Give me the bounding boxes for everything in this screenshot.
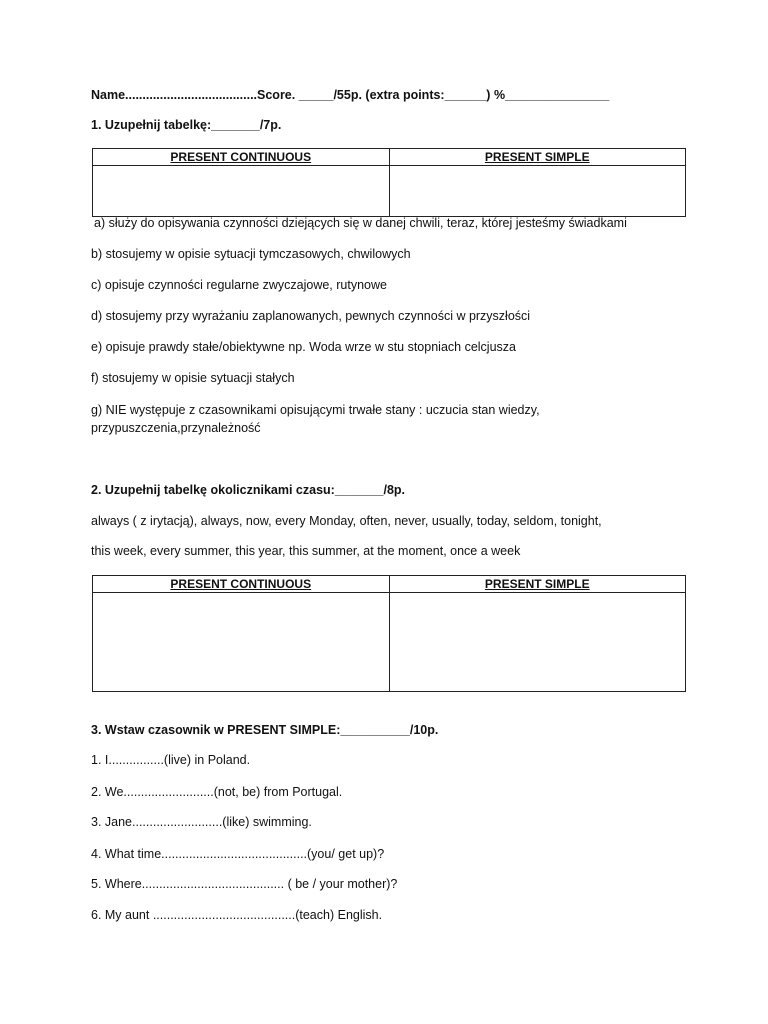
- section1-item-a: a) służy do opisywania czynności dziejących się w danej chwili, teraz, której jesteśmy świadkami: [94, 216, 627, 230]
- section1-header-continuous: PRESENT CONTINUOUS: [93, 149, 390, 166]
- section1-cell-continuous[interactable]: [93, 166, 390, 217]
- section2-cell-simple[interactable]: [389, 593, 686, 692]
- section3-item-5: 5. Where......................................... ( be / your mother)?: [91, 877, 398, 891]
- section1-header-simple: PRESENT SIMPLE: [389, 149, 686, 166]
- section1-table: [92, 148, 686, 217]
- section3-item-6: 6. My aunt .........................................(teach) English.: [91, 908, 383, 922]
- section1-item-c: c) opisuje czynności regularne zwyczajowe, rutynowe: [91, 278, 387, 292]
- header-line: Name......................................Score. _____/55p. (extra points:______) %_______________: [91, 88, 610, 102]
- section2-header-simple: PRESENT SIMPLE: [389, 576, 686, 593]
- section1-item-e: e) opisuje prawdy stałe/obiektywne np. Woda wrze w stu stopniach celcjusza: [91, 340, 516, 354]
- section3-title: 3. Wstaw czasownik w PRESENT SIMPLE:__________/10p.: [91, 723, 439, 737]
- section1-cell-simple[interactable]: [389, 166, 686, 217]
- section2-cell-continuous[interactable]: [93, 593, 390, 692]
- section2-words-line1: always ( z irytacją), always, now, every Monday, often, never, usually, today, seldom, tonight,: [91, 514, 602, 528]
- section3-item-3: 3. Jane..........................(like) swimming.: [91, 815, 312, 829]
- section1-item-b: b) stosujemy w opisie sytuacji tymczasowych, chwilowych: [91, 247, 411, 261]
- section2-words-line2: this week, every summer, this year, this summer, at the moment, once a week: [91, 544, 521, 558]
- section2-table: [92, 575, 686, 692]
- section2-header-continuous: PRESENT CONTINUOUS: [93, 576, 390, 593]
- section1-item-f: f) stosujemy w opisie sytuacji stałych: [91, 371, 295, 385]
- section1-item-d: d) stosujemy przy wyrażaniu zaplanowanych, pewnych czynności w przyszłości: [91, 309, 531, 323]
- section1-item-g: g) NIE występuje z czasownikami opisującymi trwałe stany : uczucia stan wiedzy, przypuszczenia,przynależność: [91, 403, 540, 435]
- section2-title: 2. Uzupełnij tabelkę okolicznikami czasu:_______/8p.: [91, 483, 406, 497]
- section3-item-1: 1. I................(live) in Poland.: [91, 753, 251, 767]
- section3-item-2: 2. We..........................(not, be) from Portugal.: [91, 785, 343, 799]
- section1-title: 1. Uzupełnij tabelkę:_______/7p.: [91, 118, 282, 132]
- section3-item-4: 4. What time..........................................(you/ get up)?: [91, 847, 385, 861]
